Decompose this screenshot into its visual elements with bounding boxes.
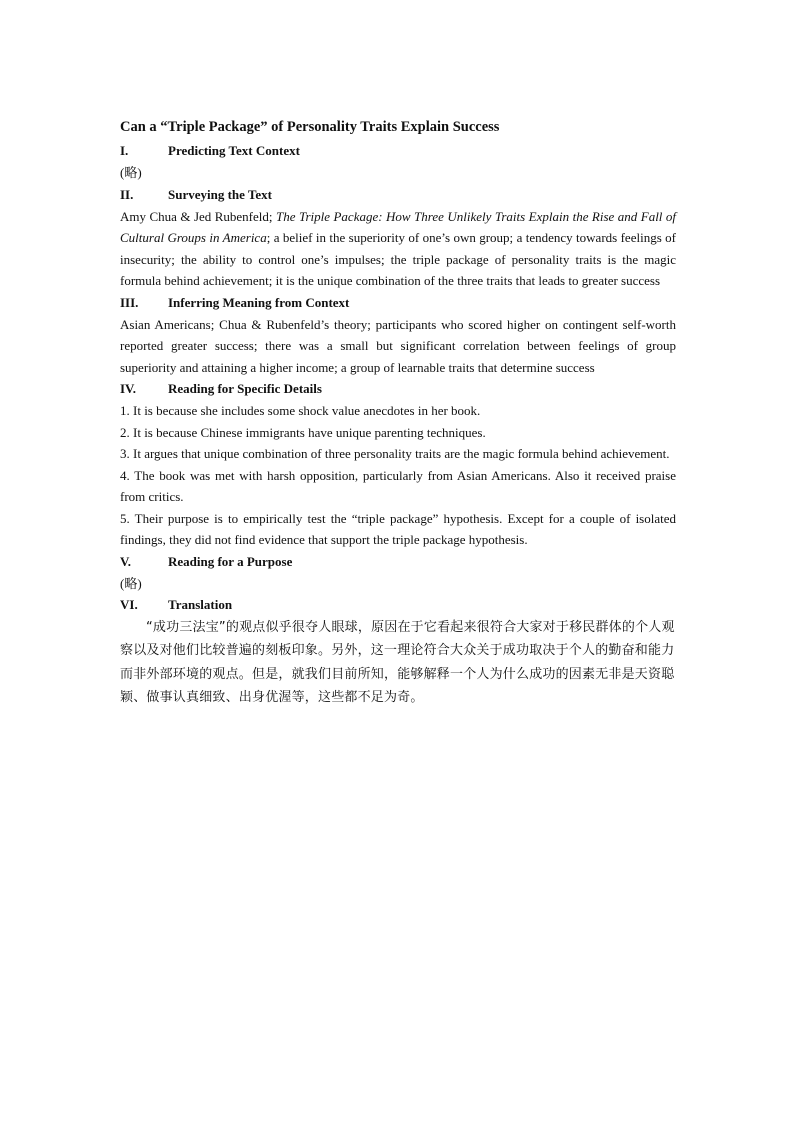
detail-answer-5: 5. Their purpose is to empirically test the “triple package” hypothesis. Except for a couple of isolated findings, they did not find evidence that support the triple package hypothesis. — [120, 510, 676, 547]
book-title: The Triple Package: How Three Unlikely Traits Explain the Rise and Fall of Cultural Groups in America — [120, 208, 676, 245]
detail-answer-1: 1. It is because she includes some shock value anecdotes in her book. — [120, 403, 481, 418]
detail-answer-3: 3. It argues that unique combination of three personality traits are the magic formula behind achievement. — [120, 446, 670, 461]
section-heading-5 — [120, 551, 676, 573]
section-number: I. — [120, 143, 129, 158]
section-title: Reading for Specific Details — [168, 381, 322, 396]
detail-answer-4: 4. The book was met with harsh opposition, particularly from Asian Americans. Also it received praise from critics. — [120, 467, 676, 504]
section-title: Inferring Meaning from Context — [168, 294, 350, 310]
section-heading-2 — [120, 184, 676, 206]
section-heading-6 — [120, 594, 676, 616]
inferring-answer: Asian Americans; Chua & Rubenfeld’s theory; participants who scored higher on contingent self-worth reported greater success; there was a small but significant correlation between feelings of group superiority and attaining a higher income; a group of learnable traits that determine success — [120, 316, 676, 375]
section-heading-3 — [120, 292, 676, 314]
translation-text: “成功三法宝”的观点似乎很夺人眼球，原因在于它看起来很符合大家对于移民群体的个人观察以及对他们比较普遍的刻板印象。另外，这一理论符合大众关于成功取决于个人的勤奋和能力而非外部环境的观点。但是，就我们目前所知，能够解释一个人为什么成功的因素无非是天资聪颖、做事认真细致、出身优渥等，这些都不足为奇。 — [120, 620, 675, 705]
document-page — [120, 116, 676, 709]
section-title: Surveying the Text — [168, 186, 273, 202]
surveying-lead: Amy Chua & Jed Rubenfeld; — [120, 208, 276, 224]
section-number: VI. — [120, 597, 138, 612]
section-heading-1 — [120, 140, 676, 162]
surveying-rest: ; a belief in the superiority of one’s own group; a tendency towards feelings of insecurity; the ability to control one’s impulses; the triple package of personality traits is the magic formula behind achievement; it is the unique combination of the three traits that leads to greater success — [120, 230, 676, 288]
section-number: IV. — [120, 381, 137, 396]
section-title: Predicting Text Context — [168, 143, 300, 158]
surveying-answer — [120, 206, 676, 292]
detail-answer-2: 2. It is because Chinese immigrants have unique parenting techniques. — [120, 424, 486, 440]
section-number: V. — [120, 553, 131, 569]
omitted-note: (略) — [120, 165, 142, 180]
section-number: II. — [120, 186, 134, 202]
document-title: Can a “Triple Package” of Personality Traits Explain Success — [120, 119, 500, 135]
section-title: Translation — [168, 597, 233, 612]
section-number: III. — [120, 294, 139, 310]
section-heading-4 — [120, 378, 676, 400]
section-title: Reading for a Purpose — [168, 553, 293, 569]
omitted-note: (略) — [120, 575, 142, 591]
